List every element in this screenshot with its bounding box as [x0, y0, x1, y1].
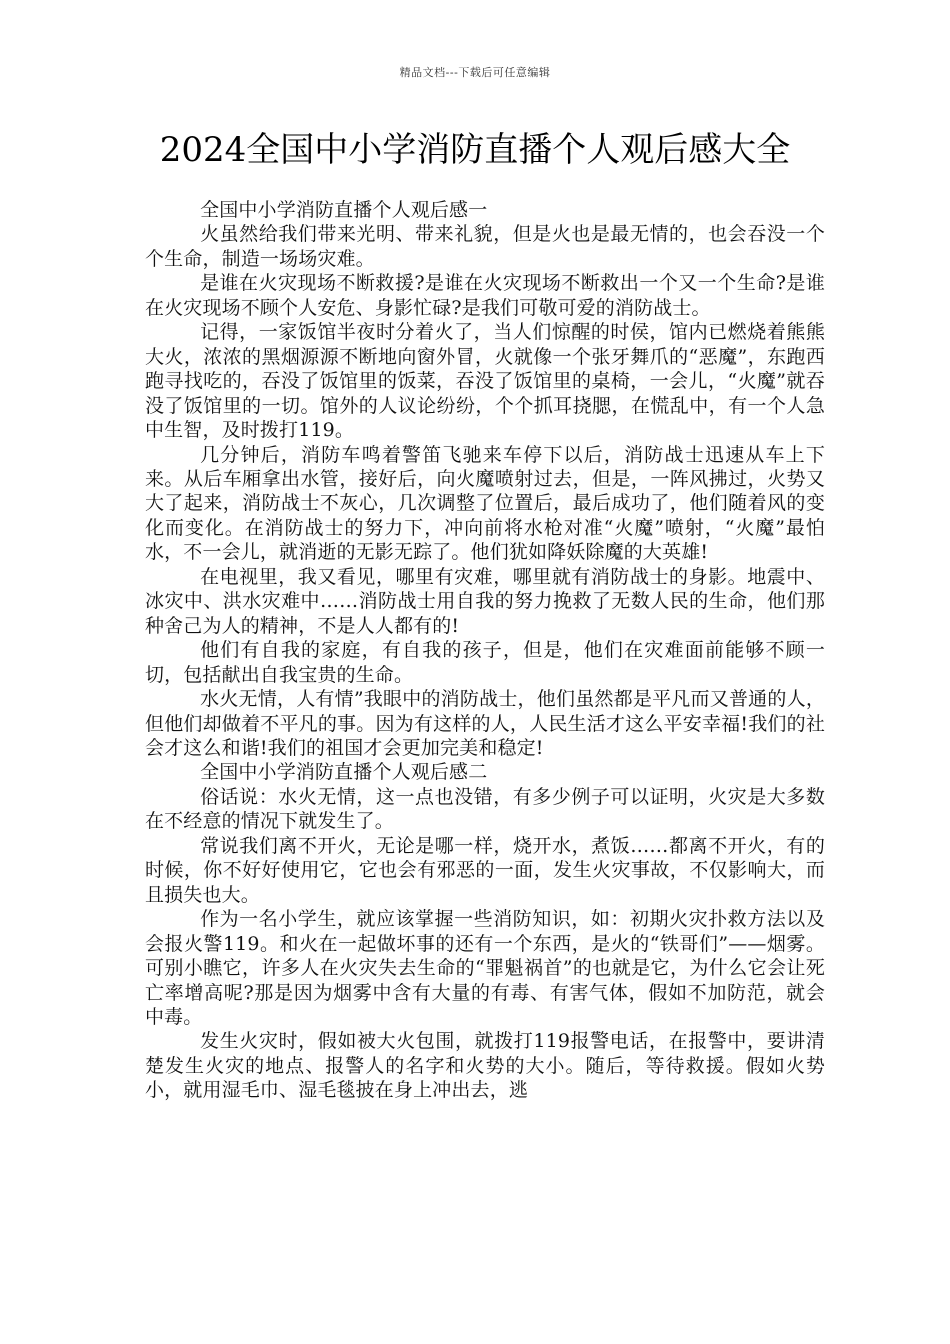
paragraph: 他们有自我的家庭，有自我的孩子，但是，他们在灾难面前能够不顾一切，包括献出自我宝贵的生命。 — [145, 639, 825, 686]
document-title: 2024全国中小学消防直播个人观后感大全 — [159, 130, 791, 170]
paragraph: 作为一名小学生，就应该掌握一些消防知识，如：初期火灾扑救方法以及会报火警119。和火在一起做坏事的还有一个东西，是火的“铁哥们”——烟雾。可别小瞧它，许多人在火灾失去生命的“罪魁祸首”的也就是它，为什么它会让死亡率增高呢?那是因为烟雾中含有大量的有毒、有害气体，假如不加防范，就会中毒。 — [145, 908, 825, 1028]
section-heading-2: 全国中小学消防直播个人观后感二 — [200, 761, 488, 784]
paragraph: 几分钟后，消防车鸣着警笛飞驰来车停下以后，消防战士迅速从车上下来。从后车厢拿出水管，接好后，向火魔喷射过去，但是，一阵风拂过，火势又大了起来，消防战士不灰心，几次调整了位置后，最后成功了，他们随着风的变化而变化。在消防战士的努力下，冲向前将水枪对准“火魔”喷射，“火魔”最怕水，不一会儿，就消逝的无影无踪了。他们犹如降妖除魔的大英雄! — [145, 443, 825, 564]
paragraph: 在电视里，我又看见，哪里有灾难，哪里就有消防战士的身影。地震中、冰灾中、洪水灾难中……消防战士用自我的努力挽救了无数人民的生命，他们那种舍己为人的精神，不是人人都有的! — [145, 565, 825, 637]
section-heading-1: 全国中小学消防直播个人观后感一 — [200, 199, 488, 221]
header-note: 精品文档---下载后可任意编辑 — [399, 66, 551, 79]
paragraph: 常说我们离不开火，无论是哪一样，烧开水，煮饭……都离不开火，有的时候，你不好好使用它，它也会有邪恶的一面，发生火灾事故，不仅影响大，而且损失也大。 — [145, 834, 825, 906]
paragraph: 发生火灾时，假如被大火包围，就拨打119报警电话，在报警中，要讲清楚发生火灾的地点、报警人的名字和火势的大小。随后，等待救援。假如火势小，就用湿毛巾、湿毛毯披在身上冲出去，逃 — [145, 1030, 825, 1102]
paragraph: 记得，一家饭馆半夜时分着火了，当人们惊醒的时侯，馆内已燃烧着熊熊大火，浓浓的黑烟源源不断地向窗外冒，火就像一个张牙舞爪的“恶魔”，东跑西跑寻找吃的，吞没了饭馆里的饭菜，吞没了饭馆里的桌椅，一会儿，“火魔”就吞没了饭馆里的一切。馆外的人议论纷纷，个个抓耳挠腮，在慌乱中，有一个人急中生智，及时拨打119。 — [145, 321, 825, 442]
paragraph: 水火无情，人有情”我眼中的消防战士，他们虽然都是平凡而又普通的人，但他们却做着不平凡的事。因为有这样的人，人民生活才这么平安幸福!我们的社会才这么和谐!我们的祖国才会更加完美和稳定! — [145, 688, 825, 759]
document-body — [145, 198, 825, 1103]
paragraph: 火虽然给我们带来光明、带来礼貌，但是火也是最无情的，也会吞没一个个生命，制造一场场灾难。 — [145, 223, 825, 270]
paragraph: 是谁在火灾现场不断救援?是谁在火灾现场不断救出一个又一个生命?是谁在火灾现场不顾个人安危、身影忙碌?是我们可敬可爱的消防战士。 — [145, 272, 825, 319]
paragraph: 俗话说：水火无情，这一点也没错，有多少例子可以证明，火灾是大多数在不经意的情况下就发生了。 — [145, 785, 825, 833]
